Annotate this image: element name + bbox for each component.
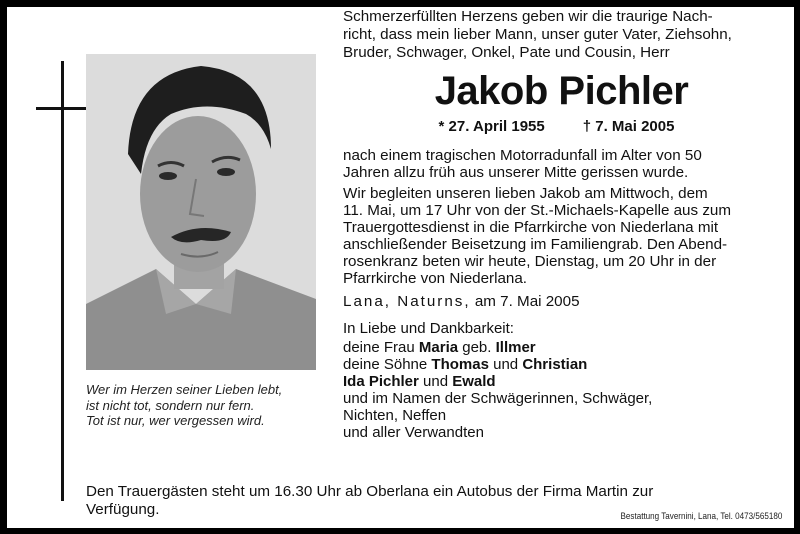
cause-line: nach einem tragischen Motorradunfall im Alter von 50 <box>343 147 702 164</box>
place-date <box>343 293 780 310</box>
funeral-line: 11. Mai, um 17 Uhr von der St.-Michaels-Kapelle aus zum <box>343 202 732 219</box>
cross-icon-bar <box>36 107 90 110</box>
bus-line: Den Trauergästen steht um 16.30 Uhr ab Oberlana ein Autobus der Firma Martin zur <box>86 483 654 500</box>
portrait-photo <box>86 54 316 370</box>
intro-line: richt, dass mein lieber Mann, unser guter Vater, Ziehsohn, <box>343 26 732 43</box>
family-others: und im Namen der Schwägerinnen, Schwäger, <box>343 390 653 407</box>
place: Lana, Naturns, <box>343 293 471 310</box>
bus-line: Verfügung. <box>86 501 160 518</box>
cause-text <box>343 147 780 181</box>
obituary-notice <box>7 7 794 528</box>
cause-line: Jahren allzu früh aus unserer Mitte gerissen wurde. <box>343 164 689 181</box>
funeral-line: Wir begleiten unseren lieben Jakob am Mittwoch, dem <box>343 185 708 202</box>
intro-line: Schmerzerfüllten Herzens geben wir die traurige Nach- <box>343 8 713 25</box>
notice-text <box>343 8 780 441</box>
family-heading: In Liebe und Dankbarkeit: <box>343 320 514 337</box>
quote-line: Tot ist nur, wer vergessen wird. <box>86 413 265 428</box>
quote-line: Wer im Herzen seiner Lieben lebt, <box>86 382 283 397</box>
cross-icon <box>61 61 64 501</box>
funeral-line: Trauergottesdienst in die Pfarrkirche von Niederlana mit <box>343 219 719 236</box>
memorial-quote <box>86 382 336 429</box>
family-others: und aller Verwandten <box>343 424 484 441</box>
family-sons: deine Söhne Thomas und Christian <box>343 356 588 373</box>
family-others: Nichten, Neffen <box>343 407 447 424</box>
funeral-line: rosenkranz beten wir heute, Dienstag, um 20 Uhr in der <box>343 253 717 270</box>
funeral-line: anschließender Beisetzung im Familiengrab. Den Abend- <box>343 236 728 253</box>
family-list <box>343 320 780 441</box>
intro-text <box>343 8 780 62</box>
funeral-line: Pfarrkirche von Niederlana. <box>343 270 528 287</box>
funeral-text <box>343 185 780 287</box>
life-dates <box>333 118 780 135</box>
death-date: † 7. Mai 2005 <box>582 118 675 135</box>
family-wife: deine Frau Maria geb. Illmer <box>343 339 536 356</box>
intro-line: Bruder, Schwager, Onkel, Pate und Cousin, Herr <box>343 44 670 61</box>
family-parents: Ida Pichler und Ewald <box>343 373 496 390</box>
date: am 7. Mai 2005 <box>470 293 580 310</box>
birth-date: * 27. April 1955 <box>438 118 545 135</box>
deceased-name: Jakob Pichler <box>434 69 689 113</box>
quote-line: ist nicht tot, sondern nur fern. <box>86 397 255 413</box>
funeral-home-credit: Bestattung Tavernini, Lana, Tel. 0473/565180 <box>620 511 782 522</box>
